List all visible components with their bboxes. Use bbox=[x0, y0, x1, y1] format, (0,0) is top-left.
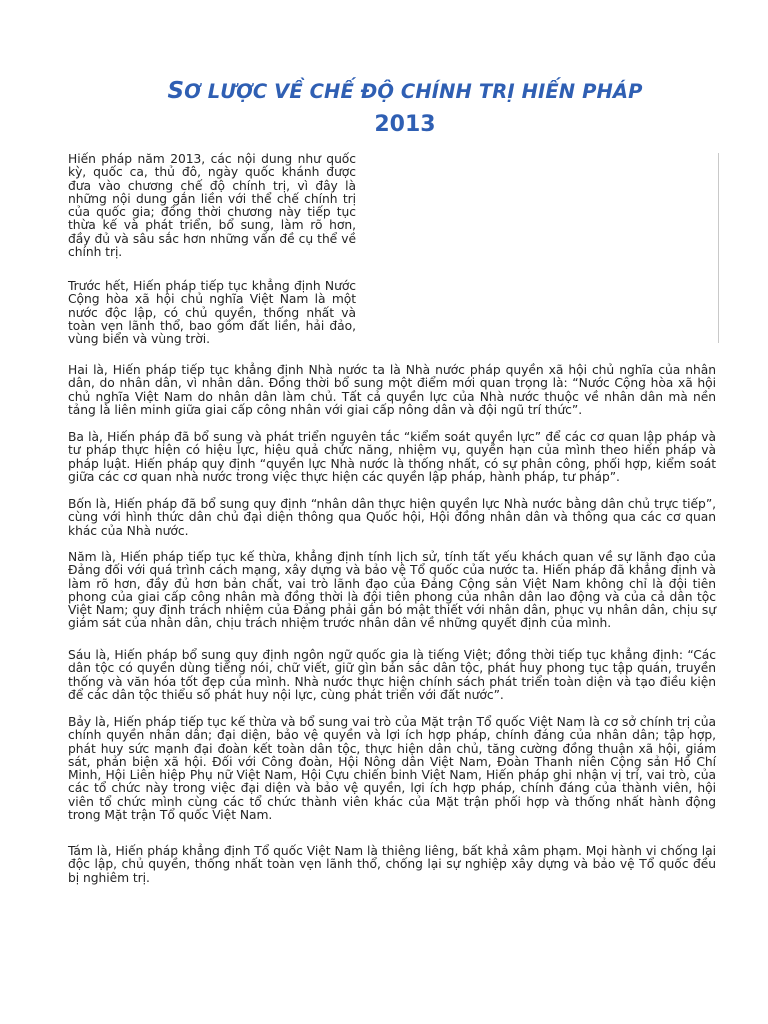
paragraph-seventh: Bảy là, Hiến pháp tiếp tục kế thừa và bổ sung vai trò của Mặt trận Tổ quốc Việt Nam là cơ sở chính trị của chính quyền nhân dân; đại diện, bảo vệ quyền và lợi ích hợp pháp, chính đáng của nhân dân; tập hợp, phát huy sức mạnh đại đoàn kết toàn dân tộc, thực hiện dân chủ, tăng cường đồng thuận xã hội, giám sát, phản biện xã hội. Đối với Công đoàn, Hội Nông dân Việt Nam, Đoàn Thanh niên Cộng sản Hồ Chí Minh, Hội Liên hiệp Phụ nữ Việt Nam, Hội Cựu chiến binh Việt Nam, Hiến pháp ghi nhận vị trí, vai trò, của các tổ chức này trong việc đại diện và bảo vệ quyền, lợi ích hợp pháp, chính đáng của thành viên, hội viên tổ chức mình cùng các tổ chức thành viên khác của Mặt trận phối hợp và thống nhất hành động trong Mặt trận Tổ quốc Việt Nam. bbox=[68, 715, 716, 823]
paragraph-first: Trước hết, Hiến pháp tiếp tục khẳng định Nước Cộng hòa xã hội chủ nghĩa Việt Nam là một nước độc lập, có chủ quyền, thống nhất và toàn vẹn lãnh thổ, bao gồm đất liền, hải đảo, vùng biển và vùng trời. bbox=[68, 279, 356, 347]
paragraph-fifth: Năm là, Hiến pháp tiếp tục kế thừa, khẳng định tính lịch sử, tính tất yếu khách quan về sự lãnh đạo của Đảng đối với quá trình cách mạng, xây dựng và bảo vệ Tổ quốc của nước ta. Hiến pháp đã khẳng định và làm rõ hơn, đầy đủ hơn bản chất, vai trò lãnh đạo của Đảng Cộng sản Việt Nam không chỉ là đội tiên phong của giai cấp công nhân mà đồng thời là đội tiên phong của nhân dân lao động và của cả dân tộc Việt Nam; quy định trách nhiệm của Đảng phải gắn bó mật thiết với nhân dân, phục vụ nhân dân, chịu sự giám sát của nhân dân, chịu trách nhiệm trước nhân dân về những quyết định của mình. bbox=[68, 550, 716, 631]
title-year: 2013 bbox=[374, 112, 436, 137]
document-title bbox=[60, 78, 750, 104]
paragraph-fourth: Bốn là, Hiến pháp đã bổ sung quy định “nhân dân thực hiện quyền lực Nhà nước bằng dân chủ trực tiếp”, cùng với hình thức dân chủ đại diện thông qua Quốc hội, Hội đồng nhân dân và thông qua các cơ quan khác của Nhà nước. bbox=[68, 497, 716, 538]
title-line-1: Ơ LƯỢC VỀ CHẾ ĐỘ CHÍNH TRỊ HIẾN PHÁP bbox=[184, 80, 643, 103]
paragraph-sixth: Sáu là, Hiến pháp bổ sung quy định ngôn ngữ quốc gia là tiếng Việt; đồng thời tiếp tục khẳng định: “Các dân tộc có quyền dùng tiếng nói, chữ viết, giữ gìn bản sắc dân tộc, phát huy phong tục tập quán, truyền thống và văn hóa tốt đẹp của mình. Nhà nước thực hiện chính sách phát triển toàn diện và tạo điều kiện để các dân tộc thiểu số phát huy nội lực, cùng phát triển với đất nước”. bbox=[68, 648, 716, 702]
paragraph-eighth: Tám là, Hiến pháp khẳng định Tổ quốc Việt Nam là thiêng liêng, bất khả xâm phạm. Mọi hành vi chống lại độc lập, chủ quyền, thống nhất toàn vẹn lãnh thổ, chống lại sự nghiệp xây dựng và bảo vệ Tổ quốc đều bị nghiêm trị. bbox=[68, 844, 716, 885]
paragraph-intro: Hiến pháp năm 2013, các nội dung như quốc kỳ, quốc ca, thủ đô, ngày quốc khánh được đưa vào chương chế độ chính trị, vì đây là những nội dung gắn liền với thể chế chính trị của quốc gia; đồng thời chương này tiếp tục thừa kế và phát triển, bổ sung, làm rõ hơn, đầy đủ và sâu sắc hơn những vấn đề cụ thể về chính trị. bbox=[68, 152, 356, 260]
paragraph-third: Ba là, Hiến pháp đã bổ sung và phát triển nguyên tắc “kiểm soát quyền lực” để các cơ quan lập pháp và tư pháp thực hiện có hiệu lực, hiệu quả chức năng, nhiệm vụ, quyền hạn của mình theo hiến pháp và pháp luật. Hiến pháp quy định “quyền lực Nhà nước là thống nhất, có sự phân công, phối hợp, kiểm soát giữa các cơ quan nhà nước trong việc thực hiện các quyền lập pháp, hành pháp, tư pháp”. bbox=[68, 430, 716, 484]
paragraph-second: Hai là, Hiến pháp tiếp tục khẳng định Nhà nước ta là Nhà nước pháp quyền xã hội chủ nghĩa của nhân dân, do nhân dân, vì nhân dân. Đồng thời bổ sung một điểm mới quan trọng là: “Nước Cộng hòa xã hội chủ nghĩa Việt Nam do nhân dân làm chủ. Tất cả quyền lực của Nhà nước thuộc về nhân dân mà nền tảng là liên minh giữa giai cấp công nhân với giai cấp nông dân và đội ngũ trí thức”. bbox=[68, 363, 716, 417]
title-initial-letter: S bbox=[167, 78, 185, 104]
image-placeholder-border bbox=[718, 153, 719, 343]
